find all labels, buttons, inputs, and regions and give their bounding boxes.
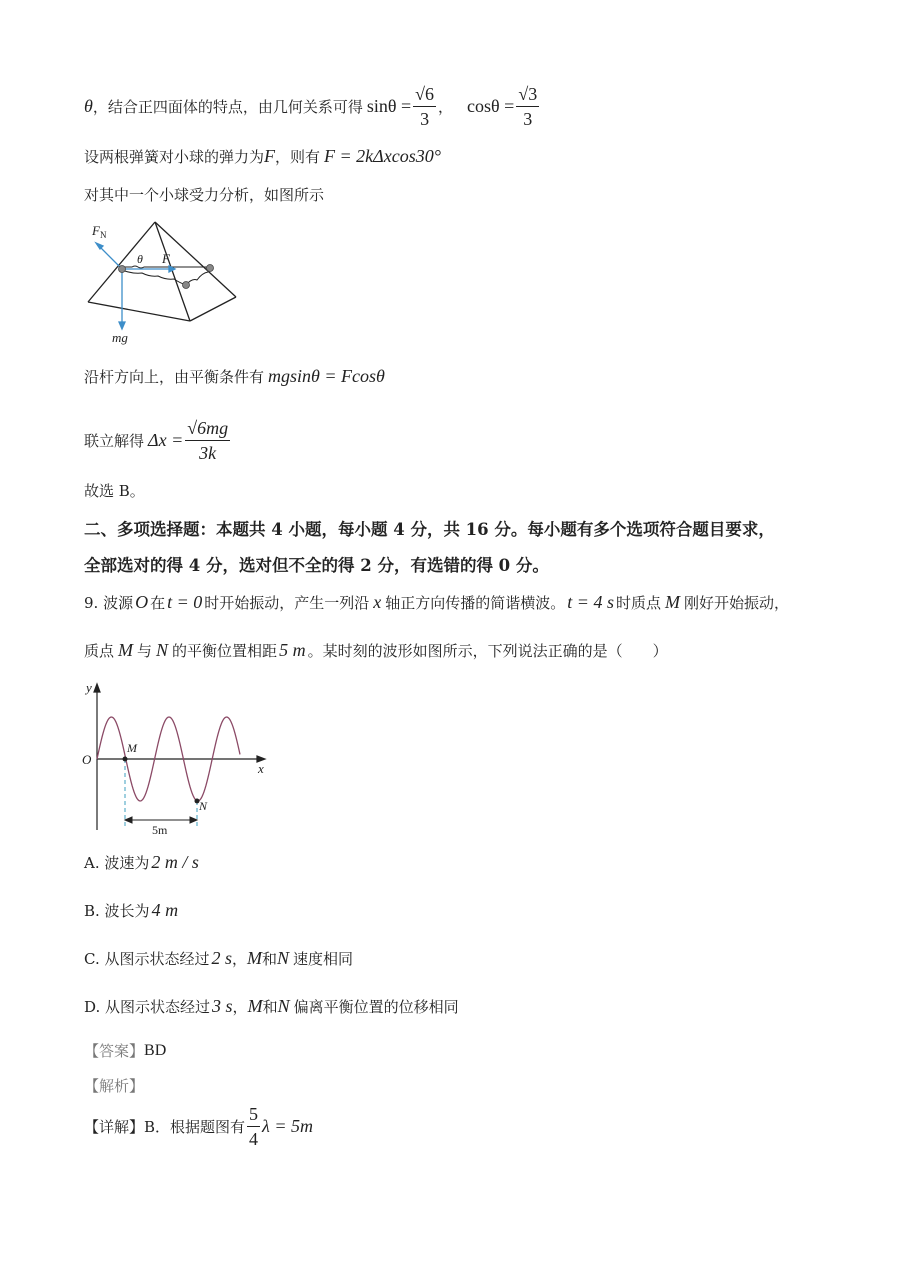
detail-tag: 【详解】 (84, 1117, 145, 1136)
fn-label: $F_N$ (92, 223, 107, 240)
line4-text: 沿杆方向上，由平衡条件有 (84, 368, 265, 386)
sin-label: sinθ = (366, 95, 412, 116)
y-label: y (86, 680, 92, 695)
option-b-value: 4 m (151, 900, 179, 920)
detail-formula: λ = 5m (262, 1115, 313, 1136)
cos-denominator: 3 (523, 108, 533, 129)
wave-figure (80, 680, 275, 840)
option-c-M: M (247, 948, 263, 968)
delta-x-lhs: Δx = (148, 429, 184, 450)
x-label: x (258, 761, 264, 776)
q9-t4: t = 4 s (567, 592, 614, 612)
q9-line1 (84, 592, 789, 613)
option-c-comma: ， (232, 950, 248, 968)
distance-label: 5m (152, 823, 168, 837)
sin-fraction (413, 83, 436, 130)
ball-left (119, 266, 126, 273)
line2-mid: ，则有 (275, 148, 321, 166)
q9-text-d: 轴正方向传播的简谐横波。 (385, 594, 566, 612)
cos-fraction (516, 83, 539, 130)
option-a-value: 2 m / s (151, 852, 199, 872)
option-d-M: M (247, 996, 263, 1016)
M-label: M (127, 741, 137, 755)
pyramid-figure (84, 218, 254, 353)
theta-symbol: θ (84, 95, 93, 116)
line5-text: 联立解得 (84, 431, 145, 450)
distance-arrowhead-right (190, 817, 197, 823)
line-force-analysis: 对其中一个小球受力分析，如图所示 (84, 186, 325, 204)
q9-5m: 5 m (279, 640, 306, 660)
y-axis-arrowhead (94, 684, 100, 692)
option-d-N: N (277, 996, 290, 1016)
option-c-rest: 速度相同 (293, 950, 354, 968)
line-force-definition (84, 146, 441, 167)
line-equilibrium (84, 366, 385, 387)
detail-line (84, 1100, 313, 1152)
option-a-text: A. 波速为 (84, 854, 150, 872)
fn-arrow (98, 245, 122, 269)
N-label: N (199, 799, 208, 813)
section2-heading-line2: 全部选对的得 4 分，选对但不全的得 2 分，有选错的得 0 分。 (84, 556, 549, 575)
f-label: F (162, 251, 170, 266)
answer-line (84, 1040, 166, 1061)
option-d-comma: ， (232, 998, 248, 1016)
pyramid-base-right (190, 297, 236, 321)
option-c-value: 2 s (211, 948, 232, 968)
detail-fraction (247, 1103, 260, 1150)
sin-denominator: 3 (420, 108, 430, 129)
q9-text-f: 刚好开始振动， (683, 594, 789, 612)
line-choose-b: 故选 B。 (84, 482, 145, 500)
mg-arrowhead (119, 322, 125, 329)
ball-right (207, 265, 214, 272)
option-c-N: N (277, 948, 290, 968)
detail-numerator: 5 (247, 1103, 260, 1127)
sin-numerator: √6 (413, 83, 436, 107)
q9-O: O (135, 592, 149, 612)
line1-text: ，结合正四面体的特点，由几何关系可得 (92, 97, 363, 116)
option-b (84, 900, 178, 921)
q9-text-g: 质点 (84, 642, 115, 660)
option-a (84, 852, 199, 873)
mg-label: mg (112, 330, 128, 345)
q9-M: M (664, 592, 680, 612)
q9-x: x (373, 592, 382, 612)
cos-numerator: √3 (516, 83, 539, 107)
answer-tag: 【答案】 (84, 1042, 145, 1060)
O-label: O (82, 752, 92, 767)
distance-arrowhead-left (125, 817, 132, 823)
q9-text-e: 时质点 (615, 594, 661, 612)
comma: ， (438, 97, 454, 116)
cos-label: cosθ = (467, 95, 515, 116)
option-d (84, 996, 459, 1017)
q9-text-i: 的平衡位置相距 (172, 642, 278, 660)
ball-front (183, 282, 190, 289)
detail-text: B．根据题图有 (144, 1117, 246, 1136)
spring-top (122, 266, 209, 268)
q9-N: N (156, 640, 169, 660)
line-sin-cos (84, 80, 541, 132)
q9-text-c: 时开始振动，产生一列沿 (204, 594, 370, 612)
delta-x-fraction (185, 417, 230, 464)
delta-x-denominator: 3k (199, 442, 217, 463)
q9-t0: t = 0 (167, 592, 203, 612)
force-symbol: F (264, 146, 276, 166)
q9-text-a: 9. 波源 (84, 594, 134, 612)
q9-M-2: M (118, 640, 134, 660)
section2-heading-line1: 二、多项选择题：本题共 4 小题，每小题 4 分，共 16 分。每小题有多个选项符合题目要求， (84, 520, 775, 539)
detail-denominator: 4 (249, 1128, 259, 1149)
option-d-value: 3 s (212, 996, 233, 1016)
pyramid-edge-front (155, 222, 190, 321)
q9-text-b: 在 (150, 594, 166, 612)
answer-value: BD (144, 1041, 167, 1059)
delta-x-numerator: √6mg (185, 417, 230, 441)
point-M (123, 757, 128, 762)
line-solution (84, 414, 232, 466)
q9-line2 (84, 640, 668, 661)
force-formula: F = 2kΔxcos30° (324, 146, 441, 166)
option-c-and: 和 (262, 950, 278, 968)
option-b-text: B. 波长为 (84, 902, 150, 920)
option-d-rest: 偏离平衡位置的位移相同 (293, 998, 459, 1016)
q9-text-j: 。某时刻的波形如图所示，下列说法正确的是（ ） (307, 642, 668, 660)
option-d-text: D. 从图示状态经过 (84, 998, 211, 1016)
option-d-and: 和 (262, 998, 278, 1016)
option-c-text: C. 从图示状态经过 (84, 950, 210, 968)
line2-text: 设两根弹簧对小球的弹力为 (84, 148, 265, 166)
q9-text-h: 与 (137, 642, 153, 660)
option-c (84, 948, 353, 969)
theta-label: θ (137, 252, 143, 266)
analysis-tag: 【解析】 (84, 1077, 145, 1095)
spring-right (186, 268, 210, 285)
pyramid-base-left (88, 302, 190, 321)
equilibrium-formula: mgsinθ = Fcosθ (268, 366, 385, 386)
